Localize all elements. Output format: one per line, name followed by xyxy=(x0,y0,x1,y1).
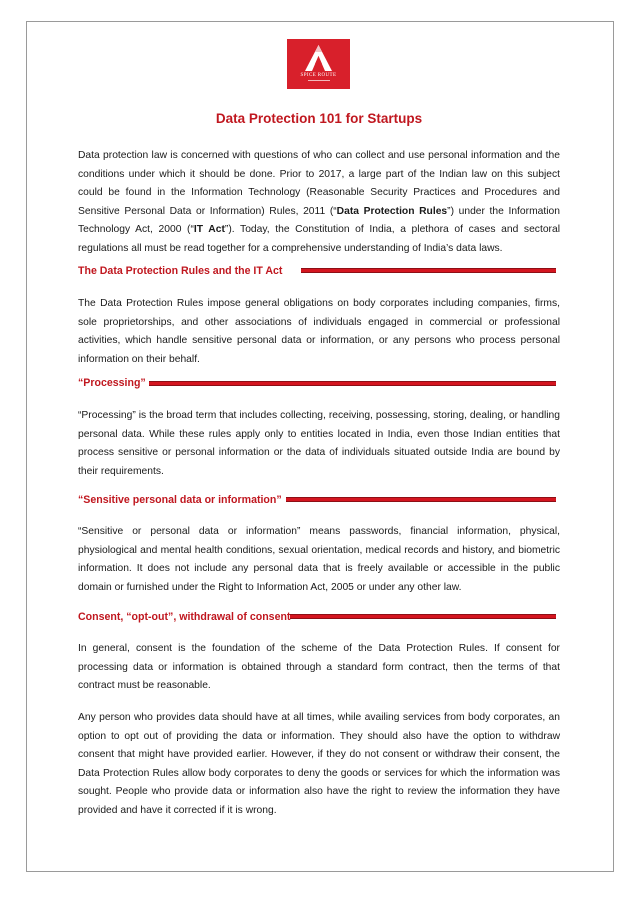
page-title: Data Protection 101 for Startups xyxy=(215,111,423,126)
intro-text-2: ”) under the Information Technology Act, 2000 (“ xyxy=(78,205,560,236)
intro-paragraph xyxy=(78,147,560,259)
section-body-paragraph: In general, consent is the foundation of the scheme of the Data Protection Rules. If consent for processing data or information is obtained through a standard form contract, then the terms of that contract must be reasonable. xyxy=(78,643,560,692)
section-heading-rules-it-act xyxy=(78,265,560,283)
section-divider-bar xyxy=(149,381,556,386)
section-heading-sensitive-data xyxy=(78,494,560,512)
section-body-paragraph: “Sensitive or personal data or information” means passwords, financial information, physical, physiological and mental health conditions, sexual orientation, medical records and history, and biometric information. It does not include any personal data that is freely available or accessible in the public domain or furnished under the Right to Information Act, 2005 or under any other law. xyxy=(78,526,560,593)
section-divider-bar xyxy=(290,614,556,619)
section-heading-label: Consent, “opt-out”, withdrawal of consent xyxy=(78,611,291,623)
logo xyxy=(287,39,350,89)
intro-text-3: ”). Today, the Constitution of India, a plethora of cases and sectoral regulations all must be read together for a comprehensive understanding of India’s data laws. xyxy=(78,224,560,254)
section-divider-bar xyxy=(301,268,556,273)
section-heading-label: “Sensitive personal data or information” xyxy=(78,494,282,506)
section-heading-label: “Processing” xyxy=(78,377,146,389)
logo-underline xyxy=(287,80,350,82)
section-divider-bar xyxy=(286,497,556,502)
logo-brand-text: SPICE ROUTE xyxy=(300,73,337,78)
section-heading-consent xyxy=(78,611,560,629)
logo-a-icon xyxy=(305,45,332,71)
intro-text-1: Data protection law is concerned with questions of who can collect and use personal information and the conditions under which it should be done. Prior to 2017, a large part of the Indian law on this subject could be found in the Information Technology (Reasonable Security Practices and Procedures and Sensitive Personal Data or Information) Rules, 2011 (“ xyxy=(78,150,560,217)
section-body-paragraph: “Processing” is the broad term that includes collecting, receiving, possessing, storing, dealing, or handling personal data. While these rules apply only to entities located in India, even those Indian entities that process sensitive or personal information or the data of individuals situated outside India are bound by their requirements. xyxy=(78,410,560,477)
intro-bold-it-act: IT Act xyxy=(193,224,225,236)
section-heading-label: The Data Protection Rules and the IT Act xyxy=(78,265,283,277)
section-body-paragraph: The Data Protection Rules impose general obligations on body corporates including companies, firms, sole proprietorships, and other associations of individuals engaged in commercial or professional activities, which handle sensitive personal data or information, or any persons who process personal information on their behalf. xyxy=(78,298,560,365)
section-heading-processing xyxy=(78,377,560,395)
intro-bold-data-protection-rules: Data Protection Rules xyxy=(336,205,448,217)
section-body-paragraph: Any person who provides data should have at all times, while availing services from body corporates, an option to opt out of providing the data or information. They should also have the option to withdraw consent that might have provided earlier. However, if they do not consent or withdraw their consent, the Data Protection Rules allow body corporates to deny the goods or services for which the information was sought. People who provide data or information also have the right to review the information they have provided and have it corrected if it is wrong. xyxy=(78,712,560,816)
